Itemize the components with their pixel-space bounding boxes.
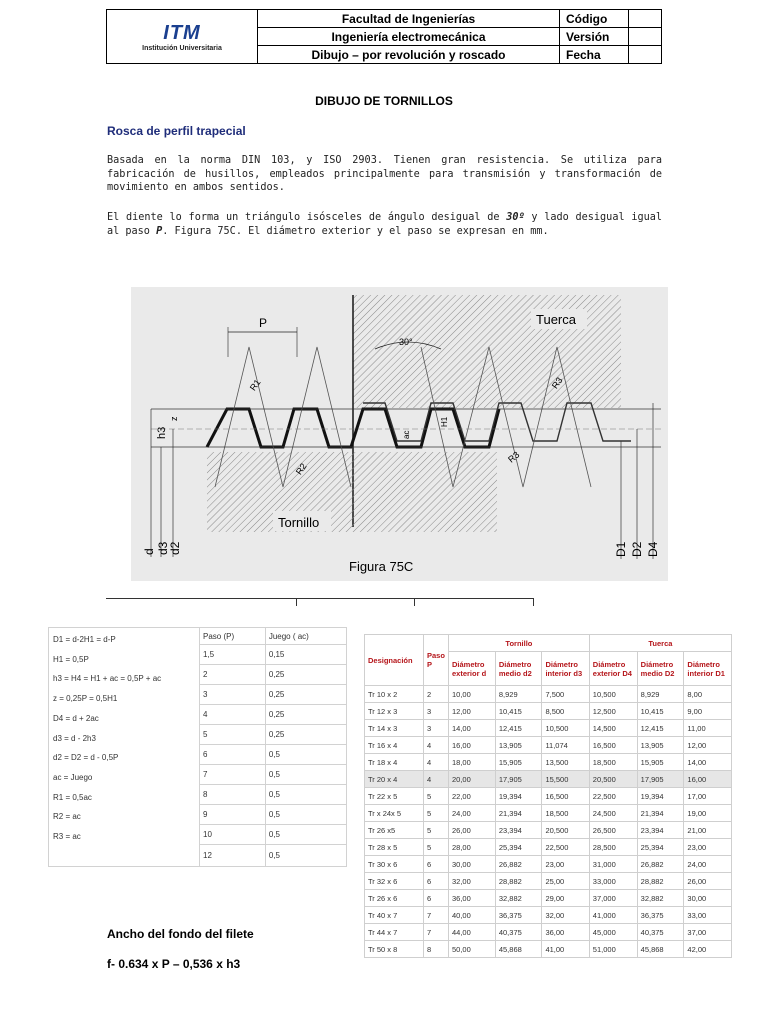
- dim-d3: d3: [156, 541, 170, 555]
- table-row: Tr 22 x 5 5 22,00 19,394 16,500 22,500 19,394 17,00: [365, 788, 732, 805]
- footer-formula: f- 0.634 x P – 0,536 x h3: [107, 957, 241, 971]
- nut-label: Tuerca: [536, 312, 576, 327]
- clearance-header: Juego ( ac): [265, 628, 346, 645]
- table-row: Tr x 24x 5 5 24,00 21,394 18,500 24,500 21,394 19,00: [365, 805, 732, 822]
- formula: R3 = ac: [53, 832, 81, 842]
- angle-value: 30º: [506, 212, 525, 223]
- r3-label-nut: R3: [549, 375, 565, 391]
- table-row: Tr 26 x5 5 26,00 23,394 20,500 26,500 23,394 21,00: [365, 822, 732, 839]
- formula: ac = Juego: [53, 772, 93, 782]
- thread-profile-drawing: [131, 287, 668, 581]
- code-label: Código: [560, 10, 629, 28]
- r1-label: R1: [247, 377, 263, 393]
- dim-D1: D1: [614, 541, 628, 557]
- col-pitch: Paso P: [424, 635, 449, 686]
- col-D4: Diámetro exterior D4: [589, 652, 637, 686]
- page-title: DIBUJO DE TORNILLOS: [315, 94, 453, 108]
- z-label: z: [169, 416, 179, 421]
- col-d3: Diámetro interior d3: [542, 652, 589, 686]
- logo: [107, 10, 258, 64]
- table-row: Tr 14 x 3 3 14,00 12,415 10,500 14,500 12,415 11,00: [365, 720, 732, 737]
- formula: R2 = ac: [53, 812, 81, 822]
- table-row: Tr 30 x 6 6 30,00 26,882 23,00 31,000 26,882 24,00: [365, 856, 732, 873]
- formula: H1 = 0,5P: [53, 654, 89, 664]
- formula: D1 = d-2H1 = d-P: [53, 635, 116, 644]
- paragraph-intro: Basada en la norma DIN 103, y ISO 2903. Tienen gran resistencia. Se utiliza para fabricación de husillos, empleados principalmente para transmisión y transformación de movimiento en ambos sentidos.: [107, 155, 662, 193]
- course-title: Dibujo – por revolución y roscado: [258, 46, 560, 64]
- angle-label: 30°: [399, 337, 413, 347]
- formula: R1 = 0,5ac: [53, 792, 92, 802]
- screw-label: Tornillo: [278, 515, 320, 530]
- ac-label: ac: [402, 430, 411, 439]
- pitch-symbol: P: [156, 225, 163, 237]
- formula: z = 0,25P = 0,5H1: [53, 694, 118, 704]
- version-label: Versión: [560, 28, 629, 46]
- table-row: Tr 16 x 4 4 16,00 13,905 11,074 16,500 13,905 12,00: [365, 737, 732, 754]
- table-row: Tr 40 x 7 7 40,00 36,375 32,00 41,000 36,375 33,00: [365, 907, 732, 924]
- group-nut: Tuerca: [589, 635, 731, 652]
- footer-label: Ancho del fondo del filete: [107, 927, 254, 941]
- figure-caption: Figura 75C: [349, 559, 414, 574]
- table-row: Tr 50 x 8 8 50,00 45,868 41,00 51,000 45,868 42,00: [365, 941, 732, 958]
- section-subtitle: Rosca de perfil trapecial: [107, 124, 246, 138]
- formula-list: [49, 628, 200, 867]
- col-d: Diámetro exterior d: [449, 652, 496, 686]
- col-D1: Diámetro interior D1: [684, 652, 732, 686]
- thread-dimensions-table: [364, 634, 732, 958]
- h1-label: H1: [440, 416, 449, 427]
- thread-figure: [131, 287, 668, 581]
- dim-d2: d2: [168, 541, 182, 555]
- table-row: Tr 28 x 5 5 28,00 25,394 22,500 28,500 25,394 23,00: [365, 839, 732, 856]
- logo-mark: ITM: [163, 21, 201, 44]
- table-row: Tr 10 x 2 2 10,00 8,929 7,500 10,500 8,929 8,00: [365, 686, 732, 703]
- table-row: Tr 44 x 7 7 44,00 40,375 36,00 45,000 40,375 37,00: [365, 924, 732, 941]
- document-header: [106, 9, 662, 64]
- r2-label: R2: [293, 461, 309, 477]
- logo-subtitle: Institución Universitaria: [142, 44, 222, 52]
- dim-d: d: [142, 548, 156, 555]
- faculty-title: Facultad de Ingenierías: [258, 10, 560, 28]
- formula: d3 = d - 2h3: [53, 733, 96, 743]
- col-designation: Designación: [365, 635, 424, 686]
- col-D2: Diámetro medio D2: [637, 652, 684, 686]
- table-row: Tr 26 x 6 6 36,00 32,882 29,00 37,000 32,882 30,00: [365, 890, 732, 907]
- dim-D4: D4: [646, 541, 660, 557]
- paragraph-tooth: El diente lo forma un triángulo isósceles de ángulo desigual de 30º y lado desigual igual al paso P. Figura 75C. El diámetro exterior y el paso se expresan en mm.: [107, 212, 662, 237]
- pitch-header: Paso (P): [200, 628, 266, 645]
- col-d2: Diámetro medio d2: [495, 652, 542, 686]
- table-row: Tr 32 x 6 6 32,00 28,882 25,00 33,000 28,882 26,00: [365, 873, 732, 890]
- h3-label: h3: [156, 426, 168, 439]
- group-screw: Tornillo: [449, 635, 590, 652]
- pitch-label: P: [259, 316, 268, 330]
- date-label: Fecha: [560, 46, 629, 64]
- formula-pitch-table: D1 = d-2H1 = d-P H1 = 0,5P h3 = H4 = H1 + ac = 0,5P + ac z = 0,25P = 0,5H1 D4 = d + 2ac d3 = d - 2h3 d2 = D2 = d - 0,5P ac = Juego R1 = 0,5ac R2 = ac R3 = ac Paso (P) Juego ( ac) 1,5 0,15 2 0,25 3 0,25 4 0,25 5 0,25 6 0,5 7 0,5 8 0,5 9 0,5 10 0,5 12 0,5: [48, 627, 347, 867]
- table-row: Tr 20 x 4 4 20,00 17,905 15,500 20,500 17,905 16,00: [365, 771, 732, 788]
- formula: D4 = d + 2ac: [53, 713, 99, 723]
- table-row: Tr 12 x 3 3 12,00 10,415 8,500 12,500 10,415 9,00: [365, 703, 732, 720]
- program-title: Ingeniería electromecánica: [258, 28, 560, 46]
- r3-label: R3: [506, 449, 522, 465]
- dim-D2: D2: [630, 541, 644, 557]
- formula: h3 = H4 = H1 + ac = 0,5P + ac: [53, 674, 162, 684]
- formula: d2 = D2 = d - 0,5P: [53, 753, 119, 763]
- table-row: Tr 18 x 4 4 18,00 15,905 13,500 18,500 15,905 14,00: [365, 754, 732, 771]
